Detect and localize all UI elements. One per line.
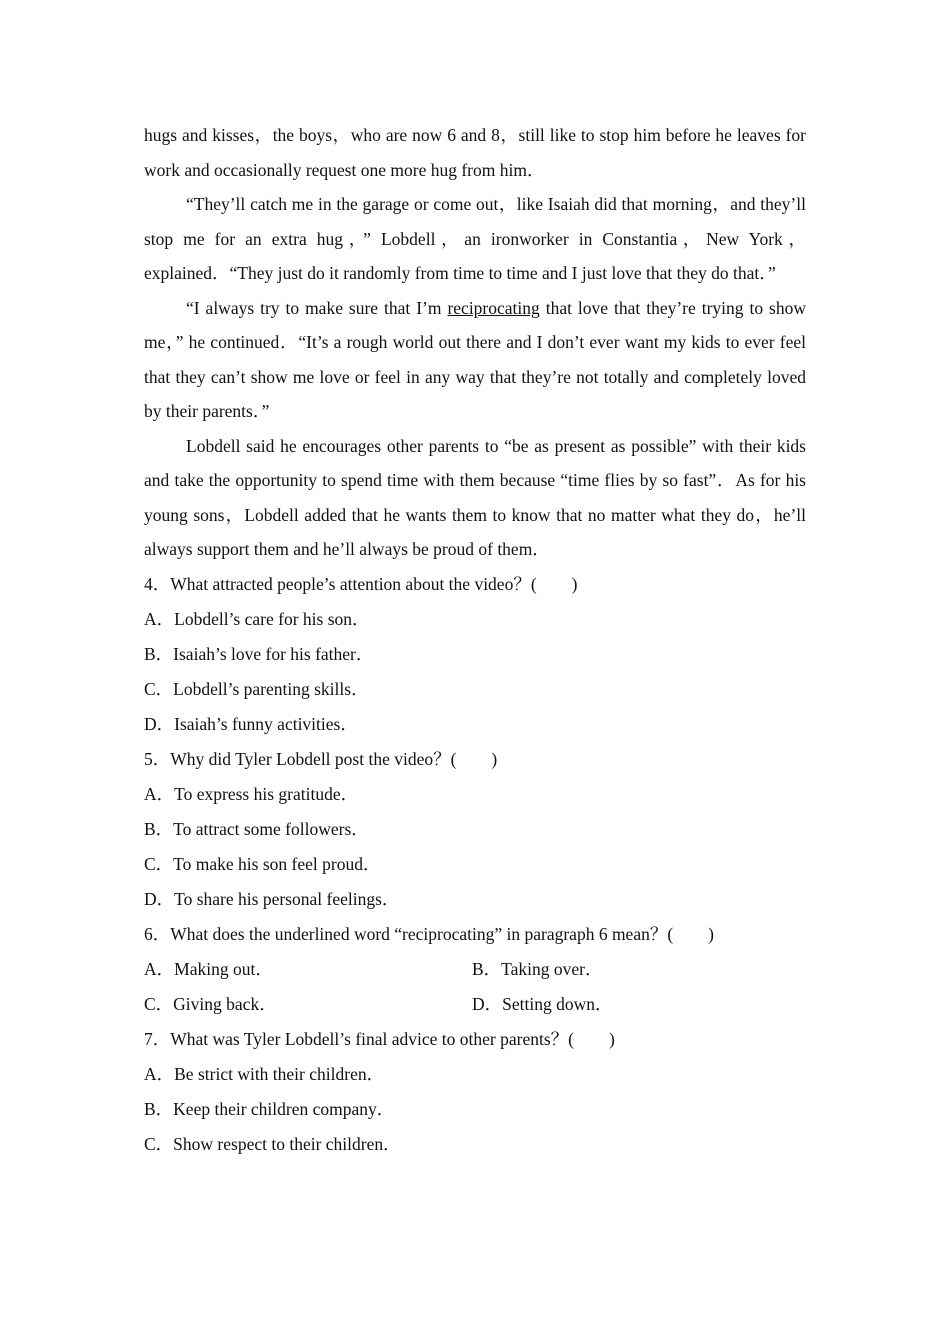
question-7-option-b: B．Keep their children company． — [144, 1098, 395, 1119]
question-6-stem: 6．What does the underlined word “reciprocating” in paragraph 6 mean？( ) — [144, 923, 714, 944]
passage-paragraph-2: “They’ll catch me in the garage or come out，like Isaiah did that morning，and they’ll stop me for an extra hug，” Lobdell，an ironworker in Constantia，New York，explained．“They just do it randomly from time to time and I just love that they do that．” — [144, 194, 806, 283]
question-4-option-b: B．Isaiah’s love for his father． — [144, 643, 374, 664]
question-6-option-a: A．Making out． — [144, 958, 273, 979]
question-4-stem: 4．What attracted people’s attention about the video？( ) — [144, 573, 578, 594]
question-5-option-a: A．To express his gratitude． — [144, 783, 359, 804]
underlined-word: reciprocating — [447, 297, 540, 318]
question-4-option-d: D．Isaiah’s funny activities． — [144, 713, 358, 734]
paragraph-3-text-before: “I always try to make sure that I’m — [186, 297, 448, 318]
passage-paragraph-1: hugs and kisses，the boys，who are now 6 and 8，still like to stop him before he leaves for work and occasionally request one more hug from him． — [144, 125, 806, 180]
question-6-option-b: B．Taking over． — [472, 958, 603, 979]
document-content — [144, 118, 806, 1162]
question-5-option-b: B．To attract some followers． — [144, 818, 369, 839]
question-6-option-d: D．Setting down． — [472, 993, 613, 1014]
passage-paragraph-4: Lobdell said he encourages other parents to “be as present as possible” with their kids and take the opportunity to spend time with them because “time flies by so fast”．As for his young sons，Lobdell added that he wants them to know that no matter what they do，he’ll always support them and he’ll always be proud of them． — [144, 435, 806, 559]
paragraph-3-text-after: that love that they’re trying to show me，” he continued．“It’s a rough world out there and I don’t ever want my kids to ever feel that they can’t show me love or feel in any way that they’re not totally and completely loved by their parents．” — [144, 297, 806, 421]
question-5-stem: 5．Why did Tyler Lobdell post the video？( ) — [144, 748, 498, 769]
question-5-option-c: C．To make his son feel proud． — [144, 853, 381, 874]
question-5-option-d: D．To share his personal feelings． — [144, 888, 400, 909]
question-7-option-a: A．Be strict with their children． — [144, 1063, 385, 1084]
question-6-option-c: C．Giving back． — [144, 993, 277, 1014]
question-7-stem: 7．What was Tyler Lobdell’s final advice to other parents？( ) — [144, 1028, 615, 1049]
question-6-options-row-1 — [144, 952, 806, 987]
question-6-options-row-2 — [144, 987, 806, 1022]
question-4-option-c: C．Lobdell’s parenting skills． — [144, 678, 369, 699]
question-7-option-c: C．Show respect to their children． — [144, 1133, 401, 1154]
passage-paragraph-3 — [144, 291, 806, 429]
question-4-option-a: A．Lobdell’s care for his son． — [144, 608, 370, 629]
